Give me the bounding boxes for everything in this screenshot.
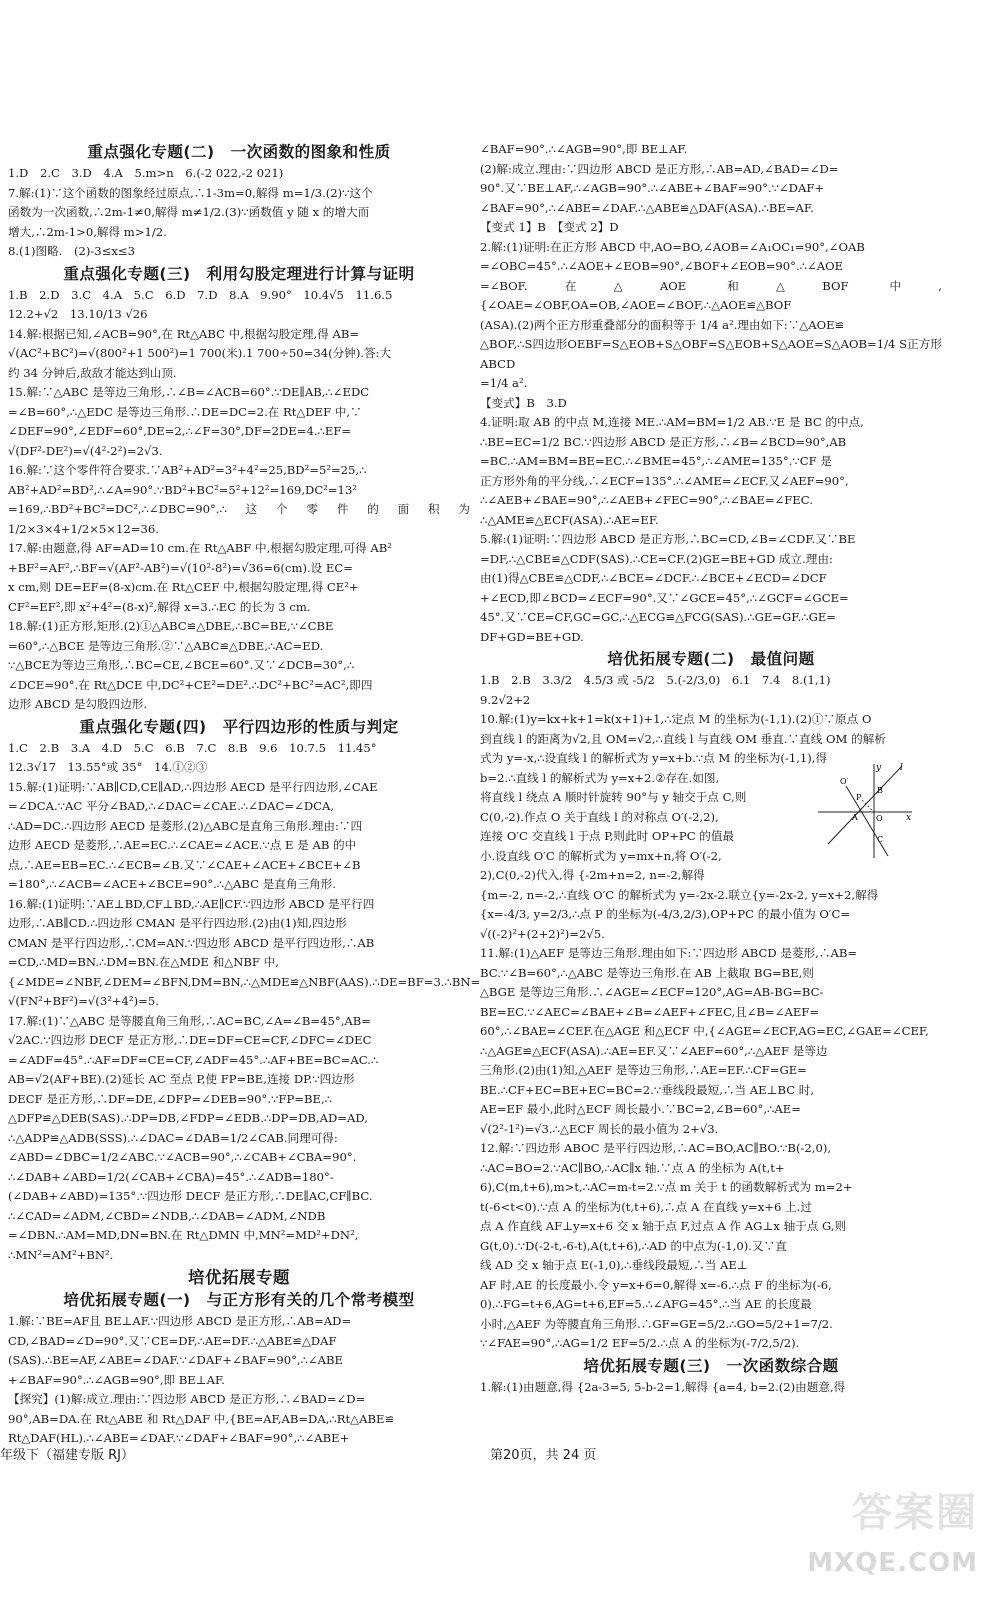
answer-line: 16.解:(1)证明:∵AE⊥BD,CF⊥BD,∴AE∥CF.∵四边形 ABCD 是平行四 [8, 896, 375, 911]
answer-line: ∴∠CAD=∠ADM,∠CBD=∠NDB,∴∠DAB=∠ADM,∠NDB [8, 1208, 326, 1223]
answer-line: △BOF,∴S四边形OEBF=S△EOB+S△OBF=S△EOB+S△AOE=S△AOB=1/4 S正方形ABCD [480, 337, 942, 371]
section-heading-ext-2: 培优拓展专题(二) 最值问题 [607, 650, 815, 668]
label-y: y [876, 763, 882, 773]
answer-line: BE.∴CF+EC=BE+EC=BC=2.∵垂线段最短,∴当 AE⊥BC 时, [480, 1082, 815, 1097]
answer-line: 17.解:由题意,得 AF=AD=10 cm.在 Rt△ABF 中,根据勾股定理,可得 AB² [8, 541, 392, 555]
answer-line: ∠ABD=∠DBC=1/2∠ABC.∵∠ACB=90°,∴∠CAB+∠CBA=90°. [8, 1150, 357, 1164]
answer-line: C(0,-2).作点 O 关于直线 l 的对称点 O′(-2,2), [480, 809, 719, 824]
answer-line: 【变式】B 3.D [480, 395, 567, 410]
answer-line: 由(1)得△CBE≌△CDF,∴∠BCE=∠DCF.∴∠BCE+∠ECD=∠DCF [480, 571, 827, 585]
answer-line: 14.解:根据已知,∠ACB=90°,在 Rt△ABC 中,根据勾股定理,得 AB= [8, 326, 360, 341]
answer-line: 点 A 作直线 AF⊥y=x+6 交 x 轴于点 F,过点 A 作 AG⊥x 轴于点 G,则 [480, 1219, 847, 1233]
answer-line: =∠ADF=45°.∴AF=DF=CE=CF,∠ADF=45°.∴AF+BE=BC=AC.∴ [8, 1052, 379, 1067]
answer-line: CD,∠BAD=∠D=90°.又∵CE=DF,∴AE=DF.∴△ABE≌△DAF [8, 1333, 337, 1348]
answer-line: 1.B 2.B 3.3/2 4.5/3 或 -5/2 5.(-2/3,0) 6.1 7.4 8.(1,1) [480, 673, 831, 687]
section-heading-2: 重点强化专题(二) 一次函数的图象和性质 [87, 143, 391, 161]
answer-line: √((-2)²+(2+2)²)=2√5. [480, 926, 605, 941]
answer-line: 1.C 2.B 3.A 4.D 5.C 6.B 7.C 8.B 9.6 10.7.5 11.45° [8, 740, 377, 755]
left-column [8, 140, 481, 1449]
answer-line: =∠B=60°,∴△EDC 是等边三角形.∴DE=DC=2.在 Rt△DEF 中,∵ [8, 404, 362, 419]
answer-line: 式为 y=-x,∴设直线 l 的解析式为 y=x+b.∵点 M 的坐标为(-1,1),得 [480, 751, 828, 765]
answer-line: +BF²=AF²,∴BF=√(AF²-AB²)=√(10²-8²)=√36=6(cm).设 EC= [8, 560, 353, 575]
answer-line: ∠DEF=90°,∠EDF=60°,DE=2,∴∠F=30°,DF=2DE=4.∴EF= [8, 424, 352, 438]
answer-line: 45°.又∵CE=CF,GC=GC,∴△ECG≌△FCG(SAS).∴GE=GF.∴GE= [480, 610, 837, 624]
watermark-text: MXQE.COM [807, 1548, 978, 1578]
answer-line: ∴△ADP≌△ADB(SSS).∴∠DAC=∠DAB=1/2∠CAB.同理可得: [8, 1130, 338, 1145]
answer-line: 18.解:(1)正方形,矩形.(2)①△ABC≌△DBE,∴BC=BE,∵∠CBE [8, 619, 334, 633]
section-heading-ext-1: 培优拓展专题(一) 与正方形有关的几个常考模型 [63, 1291, 415, 1309]
page-number: 第20页，共 24 页 [490, 1448, 597, 1463]
answer-line: 2),C(0,-2)代入,得 {-2m+n=2, n=-2,解得 [480, 868, 705, 882]
answer-line: {∠MDE=∠NBF,∠DEM=∠BFN,DM=BN,∴△MDE≌△NBF(AAS).∴DE=BF=3.∴BN= [8, 974, 481, 989]
answer-line: AB²+AD²=BD²,∴∠A=90°.∵BD²+BC²=5²+12²=169,DC²=13² [8, 482, 357, 497]
answer-line: {x=-4/3, y=2/3,∴点 P 的坐标为(-4/3,2/3),OP+PC 的最小值为 O′C= [480, 907, 851, 921]
answer-line: 【探究】(1)解:成立.理由:∵四边形 ABCD 是正方形,∴∠BAD=∠D= [8, 1392, 366, 1406]
label-x: x [906, 813, 912, 823]
answer-line: =∠OBC=45°.∴∠AOE+∠EOB=90°,∠BOF+∠EOB=90°.∴∠AOE [480, 259, 844, 273]
answer-line: 60°,∴∠BAE=∠CEF.在△AGE 和△ECF 中,{∠AGE=∠ECF,AG=EC,∠GAE=∠CEF, [480, 1024, 929, 1038]
answer-line: =60°,∴△BCE 是等边三角形.②∵△ABC≌△DBE,∴AC=ED. [8, 638, 324, 653]
answer-line: ∴BE=EC=1/2 BC.∵四边形 ABCD 是正方形,∴∠B=∠BCD=90°,AB [480, 434, 847, 449]
label-c: C [877, 835, 884, 844]
answer-line: =∠DBN.∴AM=MD,DN=BN.在 Rt△DMN 中,MN²=MD²+DN², [8, 1228, 359, 1242]
answer-line: 【变式 1】B 【变式 2】D [480, 220, 619, 234]
answer-line: 增大,∴2m-1>0,解得 m>1/2. [8, 224, 167, 239]
answer-line: CF²=EF²,即 x²+4²=(8-x)²,解得 x=3.∴EC 的长为 3 cm. [8, 599, 311, 614]
answer-line: 16.解:∵这个零件符合要求.∵AB²+AD²=3²+4²=25,BD²=5²=25,∴ [8, 463, 367, 477]
answer-line: ∴∠AEB+∠BAE=90°,∴∠AEB+∠FEC=90°,∴∠BAE=∠FEC. [480, 493, 813, 507]
answer-line: (∠DAB+∠ABD)=135°.∵四边形 DECF 是正方形,∴DE∥AC,CF∥BC. [8, 1189, 373, 1203]
answer-line: 6),C(m,t+6),m>t,∴AC=m-t=2.∵点 m 关于 t 的函数解析式为 m=2+ [480, 1180, 853, 1194]
answer-line: √(FN²+BF²)=√(3²+4²)=5. [8, 994, 159, 1008]
label-l: l [900, 763, 903, 773]
label-b: B [877, 786, 883, 795]
answer-line: 到直线 l 的距离为√2,且 OM=√2,∴直线 l 与直线 OM 垂直.∵直线 OM 的解析 [480, 731, 886, 746]
answer-line: 点,∴AE=EB=EC.∴∠ECB=∠B.又∵∠CAE+∠ACE+∠BCE+∠B [8, 857, 361, 872]
answer-line: 边形 ABCD 是勾股四边形. [8, 697, 148, 711]
answer-line: 90°,AB=DA.在 Rt△ABE 和 Rt△DAF 中,{BE=AF,AB=DA,∴Rt△ABE≌ [8, 1411, 395, 1426]
label-o: O [876, 814, 883, 823]
answer-line: BC.∵∠B=60°,∴△ABC 是等边三角形.在 AB 上截取 BG=BE,则 [480, 965, 814, 980]
answer-line: BE=EC.∵∠AEC=∠BAE+∠B=∠AEF+∠FEC,且∠B=∠AEF= [480, 1004, 820, 1019]
answer-line: (2)解:成立.理由:∵四边形 ABCD 是正方形,∴AB=AD,∠BAD=∠D= [480, 161, 839, 176]
section-heading-4: 重点强化专题(四) 平行四边形的性质与判定 [79, 717, 399, 736]
answer-line: 小时,△AEF 为等腰直角三角形.∴GF=GE=5/2.∴GO=5/2+1=7/2. [480, 1316, 833, 1331]
answer-line: 15.解:∵△ABC 是等边三角形,∴∠B=∠ACB=60°.∵DE∥AB,∴∠EDC [8, 385, 370, 399]
answer-line: ∠DCE=90°.在 Rt△DCE 中,DC²+CE²=DE².∴DC²+BC²=AC²,即四 [8, 677, 373, 692]
section-heading-ext-3: 培优拓展专题(三) 一次函数综合题 [583, 1356, 839, 1375]
answer-line: =180°,∴∠ACB=∠ACE+∠BCE=90°.∴△ABC 是直角三角形. [8, 877, 336, 891]
section-heading-3: 重点强化专题(三) 利用勾股定理进行计算与证明 [63, 264, 415, 283]
answer-line: ∵∠FAE=90°,∴AG=1/2 EF=5/2.∴点 A 的坐标为(-7/2,5/2). [480, 1336, 800, 1350]
answer-line: △BGE 是等边三角形.∴∠AGE=∠ECF=120°,AG=AB-BG=BC- [480, 985, 824, 999]
answer-line: G(t,0).∵D(-2-t,-6-t),A(t,t+6),∴AD 的中点为(-1,0).又∵直 [480, 1238, 787, 1253]
watermark-logo: 答案圈 [852, 1490, 978, 1536]
answer-line: 正方形外角的平分线,∴∠ECF=135°.∴∠AME=∠ECF.又∠AEF=90°, [480, 473, 849, 488]
answer-line: √(2²-1²)=√3.∴△ECF 周长的最小值为 2+√3. [480, 1121, 719, 1136]
answer-line: 函数为一次函数,∴2m-1≠0,解得 m≠1/2.(3)∵函数值 y 随 x 的增大而 [8, 205, 370, 219]
answer-line: ∴AD=DC.∴四边形 AECD 是菱形.(2)△ABC是直角三角形.理由:∵四 [8, 818, 363, 833]
answer-line: 1.解:(1)由题意,得 {2a-3=5, 5-b-2=1,解得 {a=4, b=2.(2)由题意,得 [480, 1379, 846, 1394]
answer-line: 4.证明:取 AB 的中点 M,连接 ME.∴AM=BM=1/2 AB.∵E 是 BC 的中点, [480, 415, 864, 429]
answer-line: =∠DCA.∵AC 平分∠BAD,∴∠DAC=∠CAE.∴∠DAC=∠DCA, [8, 799, 335, 813]
answer-line: CMAN 是平行四边形,∴CM=AN.∵四边形 ABCD 是平行四边形,∴AB [8, 935, 375, 950]
answer-line: ∠BAF=90°,∴∠ABE=∠DAF.∴△ABE≌△DAF(ASA).∴BE=AF. [480, 200, 814, 215]
answer-line: 连接 O′C 交直线 l 于点 P,则此时 OP+PC 的值最 [480, 829, 735, 843]
answer-line: Rt△DAF(HL).∴∠ABE=∠DAF.∵∠DAF+∠BAF=90°,∴∠ABE+ [8, 1431, 350, 1445]
answer-line: 1.解:∵BE=AF且 BE⊥AF.∵四边形 ABCD 是正方形,∴AB=AD= [8, 1314, 352, 1328]
answer-line: 10.解:(1)y=kx+k+1=k(x+1)+1,∴定点 M 的坐标为(-1,1).(2)①∵原点 O [480, 712, 872, 726]
answer-line: √2AC.∵四边形 DECF 是正方形,∴DE=DF=CE=CF,∠DFC=∠DEC [8, 1033, 372, 1047]
answer-line: (ASA).(2)两个正方形重叠部分的面积等于 1/4 a².理由如下:∵△AOE≌ [480, 317, 845, 332]
answer-line: =CD,∴MD=BN.∴DM=BN.在△MDE 和△NBF 中, [8, 955, 279, 969]
footer-edition: 年级下（福建专版 RJ） [0, 1448, 134, 1463]
answer-line: =169,∴BD²+BC²=DC²,∴∠DBC=90°.∴这个零件的面积为 1/2×3×4+1/2×5×12=36. [8, 502, 470, 536]
answer-line: √(DF²-DE²)=√(4²-2²)=2√3. [8, 443, 163, 458]
answer-line: (SAS).∴BE=AF,∠ABE=∠DAF.∵∠DAF+∠BAF=90°,∴∠ABE [8, 1353, 344, 1367]
answer-line: AE=EF 最小,此时△ECF 周长最小.∵BC=2,∠B=60°,∴AE= [480, 1102, 801, 1116]
answer-line: 11.解:(1)△AEF 是等边三角形.理由如下:∵四边形 ABCD 是菱形,∴AB= [480, 946, 858, 960]
answer-line: 小.设直线 O′C 的解析式为 y=mx+n,将 O′(-2, [480, 848, 722, 863]
answer-line: ∴△AGE≌△ECF(ASA).∴AE=EF.又∵∠AEF=60°,∴△AEF 是等边 [480, 1043, 828, 1058]
label-o-prime: O′ [840, 777, 849, 786]
answer-line: DECF 是正方形,∴DF=DE,∠DFP=∠DEB=90°.∵FP=BE,∴ [8, 1091, 333, 1106]
answer-line: =1/4 a². [480, 376, 528, 390]
answer-line: ∴AC=BO=2.∵AC∥BO,∴AC∥x 轴.∵点 A 的坐标为 A(t,t+ [480, 1160, 785, 1175]
answer-line: 12.2+√2 13.10/13 √26 [8, 307, 148, 321]
label-p: P [856, 793, 862, 802]
answer-line: 将直线 l 绕点 A 顺时针旋转 90°与 y 轴交于点 C,则 [480, 790, 747, 804]
answer-line: t(-6<t<0).∵点 A 的坐标为(t,t+6),∴点 A 在直线 y=x+6 上.过 [480, 1199, 812, 1214]
answer-line: =BC.∴AM=BM=BE=EC.∴∠BME=45°,∴∠AME=135°.∵CF 是 [480, 454, 832, 468]
answer-line: △DFP≌△DEB(SAS).∴DP=DB,∠FDP=∠EDB.∴DP=DB,AD=AD, [8, 1111, 368, 1125]
answer-line: AF 时,AE 的长度最小.令 y=x+6=0,解得 x=-6.∴点 F 的坐标为(-6, [480, 1277, 832, 1292]
answer-line: ∵△BCE为等边三角形,∴BC=CE,∠BCE=60°.又∵∠DCB=30°,∴ [8, 658, 355, 672]
answer-line: 0).∴FG=t+6,AG=t+6,EF=5.∴∠AFG=45°.∴当 AE 的长度最 [480, 1297, 812, 1311]
answer-line: 边形,∴AB∥CD.∴四边形 CMAN 是平行四边形.(2)由(1)知,四边形 [8, 916, 347, 930]
answer-line: 2.解:(1)证明:在正方形 ABCD 中,AO=BO,∠AOB=∠A₁OC₁=90°,∠OAB [480, 239, 865, 254]
answer-line: 12.解:∵四边形 ABOC 是平行四边形,∴AC=BO,AC∥BO.∵B(-2,0), [480, 1141, 832, 1155]
answer-line: 1.D 2.C 3.D 4.A 5.m>n 6.(-2 022,-2 021) [8, 166, 284, 180]
label-a: A [852, 813, 858, 822]
coordinate-diagram [816, 760, 916, 860]
answer-line: 15.解:(1)证明:∵AB∥CD,CE∥AD,∴四边形 AECD 是平行四边形,∠CAE [8, 779, 378, 794]
answer-line: +∠BAF=90°.∴∠AGB=90°,即 BE⊥AF. [8, 1372, 225, 1387]
answer-line: =DF,∴△CBE≌△CDF(SAS).∴CE=CF.(2)GE=BE+GD 成立.理由: [480, 551, 833, 566]
answer-line: 12.3√17 13.55°或 35° 14.①②③ [8, 760, 208, 774]
answer-line: b=2.∴直线 l 的解析式为 y=x+2.②存在.如图, [480, 770, 720, 785]
part-heading: 培优拓展专题 [188, 1268, 290, 1287]
answer-line: 9.2√2+2 [480, 692, 531, 707]
answer-line: ∴MN²=AM²+BN². [8, 1247, 114, 1262]
answer-line: {m=-2, n=-2,∴直线 O′C 的解析式为 y=-2x-2.联立{y=-2x-2, y=x+2,解得 [480, 887, 879, 902]
answer-line: 90°.又∵BE⊥AF,∴∠AGB=90°.∴∠ABE+∠BAF=90°.∵∠DAF+ [480, 181, 825, 195]
answer-line: 17.解:(1)∵△ABC 是等腰直角三角形,∴AC=BC,∠A=∠B=45°,AB= [8, 1013, 371, 1028]
answer-line: =∠BOF.在△AOE 和△BOF 中,{∠OAE=∠OBF,OA=OB,∠AOE=∠BOF,∴△AOE≌△BOF [480, 278, 942, 312]
answer-line: 线 AD 交 x 轴于点 E(-1,0),∴垂线段最短,∴当 AE⊥ [480, 1258, 748, 1272]
answer-line: ∴△AME≌△ECF(ASA).∴AE=EF. [480, 512, 659, 527]
answer-line: +∠ECD,即∠BCD=∠ECF=90°.又∵∠GCE=45°,∴∠GCF=∠GCE= [480, 590, 849, 605]
answer-line: 1.B 2.D 3.C 4.A 5.C 6.D 7.D 8.A 9.90° 10.4√5 11.6.5 [8, 287, 393, 302]
answer-line: 5.解:(1)证明:∵四边形 ABCD 是正方形,∴BC=CD,∠B=∠CDF.又∵BE [480, 532, 856, 546]
answer-line: 三角形.(2)由(1)知,△AEF 是等边三角形,∴AE=EF.∴CF=GE= [480, 1063, 807, 1077]
answer-line: 约 34 分钟后,敌敌才能达到山顶. [8, 365, 177, 380]
answer-line: DF+GD=BE+GD. [480, 629, 584, 644]
answer-line: 7.解:(1)∵这个函数的图象经过原点,∴1-3m=0,解得 m=1/3.(2)∵这个 [8, 185, 373, 200]
answer-line: AB=√2(AF+BE).(2)延长 AC 至点 P,使 FP=BE,连接 DP.∵四边形 [8, 1072, 355, 1086]
answer-line: √(AC²+BC²)=√(800²+1 500²)=1 700(米).1 700÷50=34(分钟).答:大 [8, 346, 392, 360]
answer-line: 边形 AECD 是菱形,∴AE=EC.∴∠CAE=∠ACE.∵点 E 是 AB 的中 [8, 838, 357, 852]
answer-line: 8.(1)图略. (2)-3≤x≤3 [8, 244, 136, 258]
answer-line: ∴∠DAB+∠ABD=1/2(∠CAB+∠CBA)=45°.∴∠ADB=180°- [8, 1169, 334, 1184]
answer-line: ∠BAF=90°.∴∠AGB=90°,即 BE⊥AF. [480, 142, 688, 156]
answer-line: x cm,则 DE=EF=(8-x)cm.在 Rt△CEF 中,根据勾股定理,得 CE²+ [8, 580, 359, 594]
